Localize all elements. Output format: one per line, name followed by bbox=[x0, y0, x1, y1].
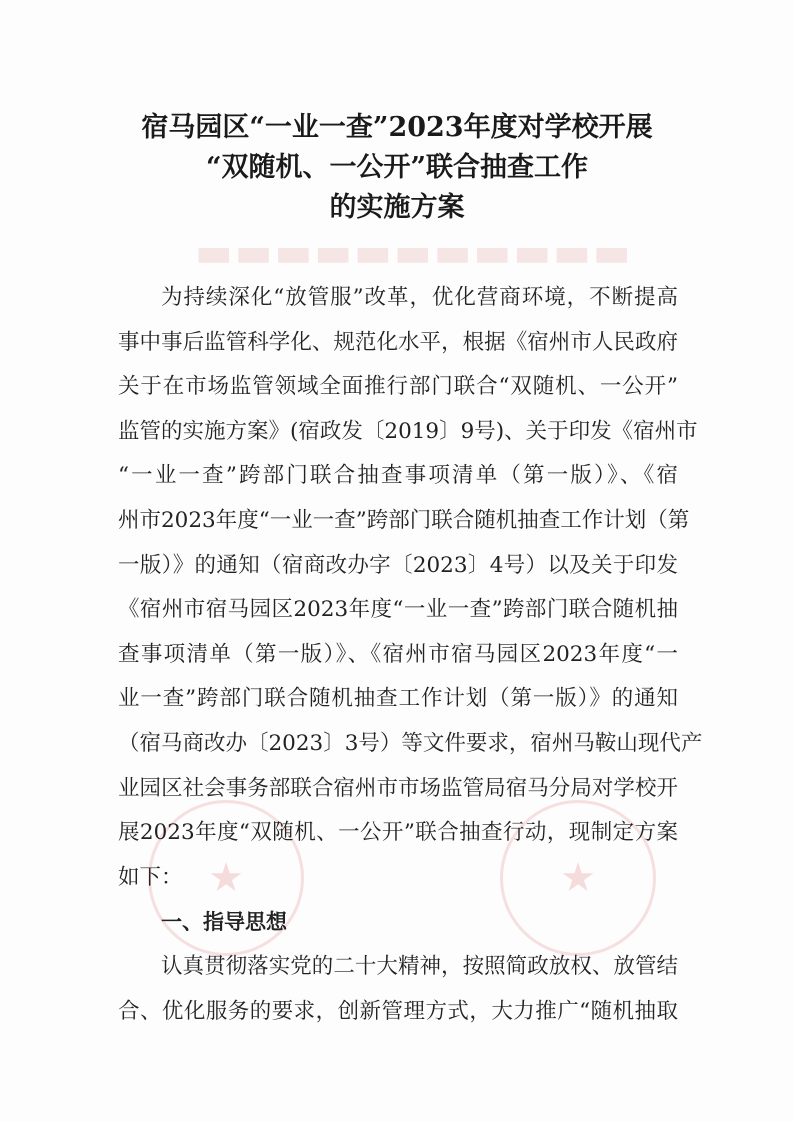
body-line: 州市2023年度“一业一查”跨部门联合随机抽查工作计划（第 bbox=[118, 507, 690, 533]
body-line: 关于在市场监管领域全面推行部门联合“双随机、一公开” bbox=[118, 374, 678, 400]
body-line: 业园区社会事务部联合宿州市市场监管局宿马分局对学校开 bbox=[118, 775, 678, 801]
section-heading: 一、指导思想 bbox=[161, 910, 287, 935]
body-line: 认真贯彻落实党的二十大精神，按照简政放权、放管结 bbox=[161, 953, 678, 979]
body-line: 为持续深化“放管服”改革，优化营商环境，不断提高 bbox=[161, 285, 678, 310]
title-line: 的实施方案 bbox=[329, 192, 465, 223]
body-line: 业一查”跨部门联合随机抽查工作计划（第一版）》的通知 bbox=[118, 686, 678, 712]
document-body bbox=[118, 276, 703, 1034]
seal-star-icon: ★ bbox=[560, 855, 596, 901]
body-line: 监管的实施方案》(宿政发〔2019〕9号)、关于印发《宿州市 bbox=[118, 418, 698, 444]
title-line: 宿马园区“一业一查”2023年度对学校开展 bbox=[141, 112, 653, 143]
body-line: “一业一查”跨部门联合抽查事项清单（第一版）》、《宿 bbox=[118, 463, 678, 489]
body-line: 一版）》的通知（宿商改办字〔2023〕4号）以及关于印发 bbox=[118, 552, 678, 578]
title-line: “双随机、一公开”联合抽查工作 bbox=[205, 152, 589, 183]
document-title bbox=[0, 108, 794, 228]
body-line: （宿马商改办〔2023〕3号）等文件要求，宿州马鞍山现代产 bbox=[118, 730, 703, 756]
body-line: 展2023年度“双随机、一公开”联合抽查行动，现制定方案 bbox=[118, 820, 678, 846]
body-line: 事中事后监管科学化、规范化水平，根据《宿州市人民政府 bbox=[118, 329, 678, 355]
body-line: 合、优化服务的要求，创新管理方式，大力推广“随机抽取 bbox=[118, 998, 678, 1024]
seal-star-icon: ★ bbox=[208, 855, 244, 901]
body-line: 如下： bbox=[118, 864, 183, 890]
bleed-through-mark: ▬▬▬▬▬▬▬▬▬▬▬ bbox=[195, 235, 633, 282]
body-line: 查事项清单（第一版）》、《宿州市宿马园区2023年度“一 bbox=[118, 641, 678, 667]
body-line: 《宿州市宿马园区2023年度“一业一查”跨部门联合随机抽 bbox=[118, 597, 678, 623]
